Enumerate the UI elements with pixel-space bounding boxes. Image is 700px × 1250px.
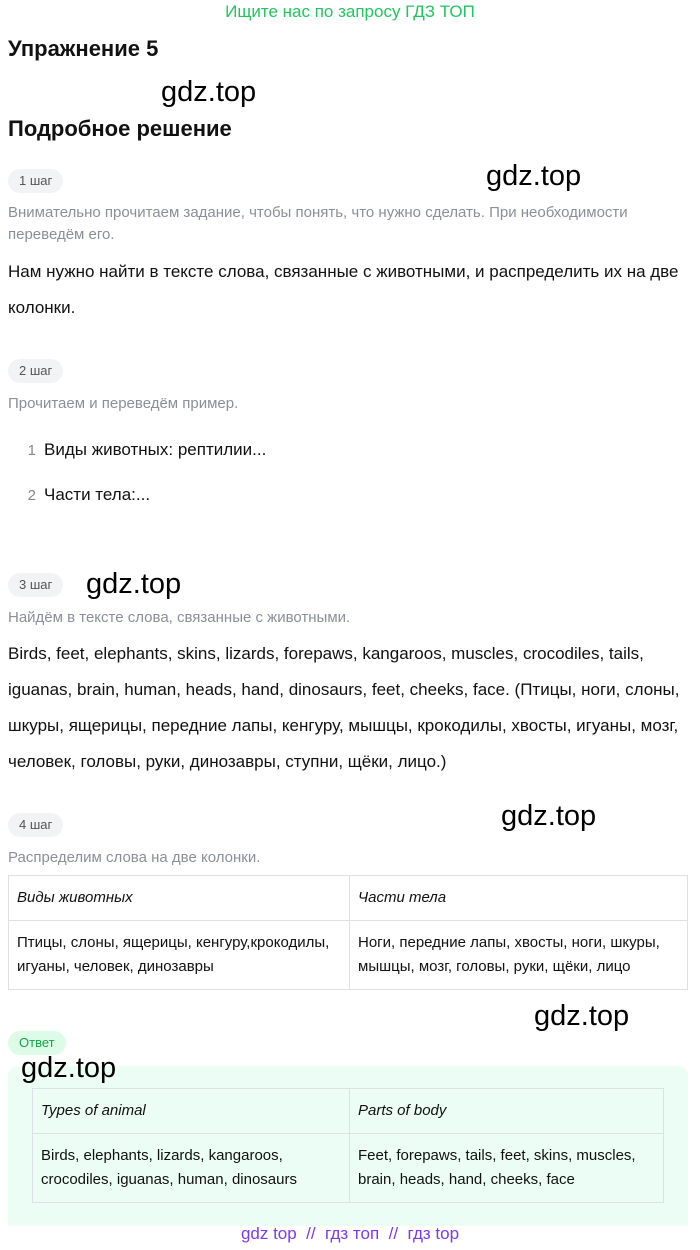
search-banner: Ищите нас по запросу ГДЗ ТОП bbox=[225, 2, 475, 21]
step-hint: Найдём в тексте слова, связанные с животными. bbox=[8, 609, 351, 626]
table-cell: Birds, elephants, lizards, kangaroos, crocodiles, iguanas, human, dinosaurs bbox=[33, 1134, 350, 1203]
exercise-title: Упражнение 5 bbox=[8, 36, 159, 61]
list-text: Виды животных: рептилии... bbox=[44, 440, 267, 459]
step-hint: Внимательно прочитаем задание, чтобы понять, что нужно сделать. При необходимости переведём его. bbox=[8, 204, 628, 243]
footer-text: gdz top // гдз топ // гдз top bbox=[240, 1224, 460, 1243]
watermark: gdz.top bbox=[21, 1052, 117, 1084]
table-row bbox=[9, 921, 688, 990]
list-item bbox=[22, 485, 150, 505]
words-table bbox=[8, 875, 688, 990]
footer-links bbox=[0, 1224, 700, 1244]
step-hint: Распределим слова на две колонки. bbox=[8, 849, 261, 866]
table-cell: Feet, forepaws, tails, feet, skins, muscles, brain, heads, hand, cheeks, face bbox=[350, 1134, 664, 1203]
answer-table bbox=[32, 1088, 664, 1203]
table-header: Части тела bbox=[350, 876, 688, 921]
table-row bbox=[33, 1134, 664, 1203]
table-row bbox=[33, 1089, 664, 1134]
watermark: gdz.top bbox=[501, 800, 597, 832]
table-cell: Птицы, слоны, ящерицы, кенгуру,крокодилы, игуаны, человек, динозавры bbox=[9, 921, 350, 990]
step-text: Нам нужно найти в тексте слова, связанные с животными, и распределить их на две колонки. bbox=[8, 262, 679, 317]
list-number: 1 bbox=[27, 442, 36, 459]
watermark: gdz.top bbox=[161, 76, 257, 108]
table-cell: Ноги, передние лапы, хвосты, ноги, шкуры, мышцы, мозг, головы, руки, щёки, лицо bbox=[350, 921, 688, 990]
table-row bbox=[9, 876, 688, 921]
watermark: gdz.top bbox=[86, 568, 182, 600]
watermark: gdz.top bbox=[534, 1000, 630, 1032]
step-badge: 2 шаг bbox=[8, 359, 63, 383]
step-badge: 1 шаг bbox=[8, 169, 63, 193]
list-text: Части тела:... bbox=[44, 485, 151, 504]
list-item bbox=[22, 440, 266, 460]
step-badge: 3 шаг bbox=[8, 573, 63, 597]
step-hint: Прочитаем и переведём пример. bbox=[8, 395, 239, 412]
watermark: gdz.top bbox=[486, 160, 582, 192]
table-header: Types of animal bbox=[33, 1089, 350, 1134]
step-text: Birds, feet, elephants, skins, lizards, forepaws, kangaroos, muscles, crocodiles, tails, iguanas, brain, human, heads, hand, dinosaurs, feet, cheeks, face. (Птицы, ноги, слоны, шкуры, ящерицы, передние лапы, кенгуру, мышцы, крокодилы, хвосты, игуаны, мозг, человек, головы, руки, динозавры, ступни, щёки, лицо.) bbox=[8, 644, 680, 771]
solution-heading: Подробное решение bbox=[8, 116, 232, 141]
list-number: 2 bbox=[27, 487, 36, 504]
table-header: Виды животных bbox=[9, 876, 350, 921]
step-badge: 4 шаг bbox=[8, 813, 63, 837]
table-header: Parts of body bbox=[350, 1089, 664, 1134]
answer-badge: Ответ bbox=[8, 1031, 66, 1055]
